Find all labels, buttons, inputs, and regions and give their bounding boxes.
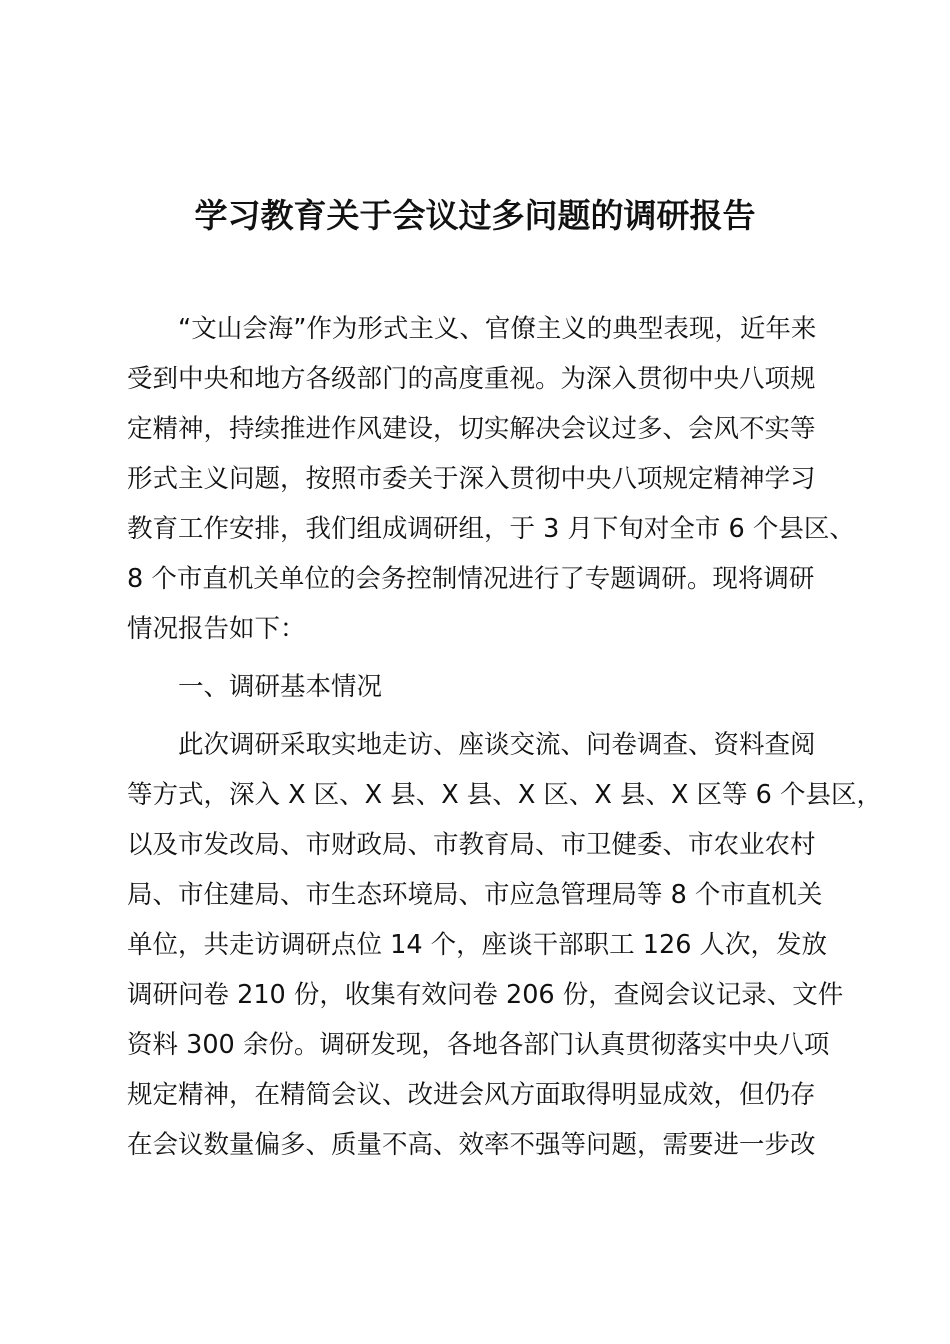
body-line: 形式主义问题，按照市委关于深入贯彻中央八项规定精神学习 xyxy=(127,464,816,494)
body-line: 局、市住建局、市生态环境局、市应急管理局等 8 个市直机关 xyxy=(127,880,823,910)
body-line: 以及市发改局、市财政局、市教育局、市卫健委、市农业农村 xyxy=(127,830,816,860)
body-line: 在会议数量偏多、质量不高、效率不强等问题，需要进一步改 xyxy=(127,1130,816,1160)
body-line: 资料 300 余份。调研发现，各地各部门认真贯彻落实中央八项 xyxy=(127,1030,830,1060)
document-title: 学习教育关于会议过多问题的调研报告 xyxy=(194,196,756,235)
body-line: 此次调研采取实地走访、座谈交流、问卷调查、资料查阅 xyxy=(127,730,816,760)
body-line: 单位，共走访调研点位 14 个，座谈干部职工 126 人次，发放 xyxy=(127,930,828,960)
body-line: 受到中央和地方各级部门的高度重视。为深入贯彻中央八项规 xyxy=(127,364,816,394)
body-line: 调研问卷 210 份，收集有效问卷 206 份，查阅会议记录、文件 xyxy=(127,980,844,1010)
body-line: 8 个市直机关单位的会务控制情况进行了专题调研。现将调研 xyxy=(127,564,815,594)
body-line: 等方式，深入 X 区、X 县、X 县、X 区、X 县、X 区等 6 个县区， xyxy=(127,780,882,810)
body-line: 规定精神，在精简会议、改进会风方面取得明显成效，但仍存 xyxy=(127,1080,816,1110)
body-line: 情况报告如下： xyxy=(127,614,306,644)
section-heading: 一、调研基本情况 xyxy=(127,672,383,702)
body-line: 教育工作安排，我们组成调研组，于 3 月下旬对全市 6 个县区、 xyxy=(127,514,855,544)
body-line: 定精神，持续推进作风建设，切实解决会议过多、会风不实等 xyxy=(127,414,816,444)
body-line: “文山会海”作为形式主义、官僚主义的典型表现，近年来 xyxy=(127,314,817,344)
